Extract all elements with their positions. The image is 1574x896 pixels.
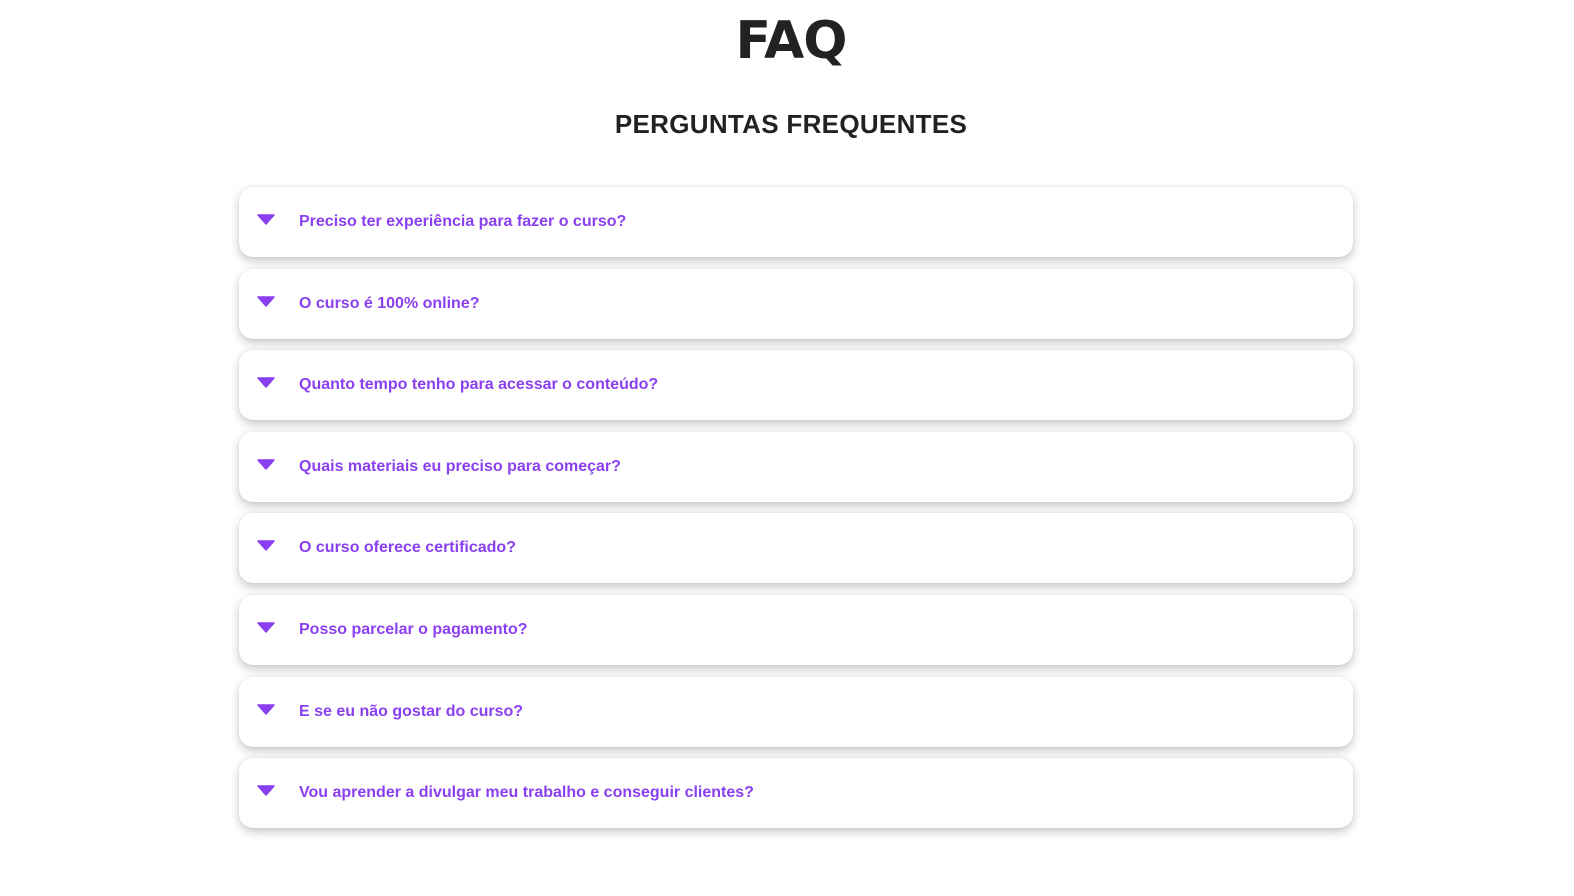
page-subtitle: PERGUNTAS FREQUENTES <box>614 109 968 139</box>
caret-down-icon <box>256 373 276 393</box>
faq-question: Quanto tempo tenho para acessar o conteúdo? <box>299 376 659 394</box>
faq-question: E se eu não gostar do curso? <box>299 702 524 720</box>
caret-down-icon <box>256 210 276 230</box>
faq-item-access-time[interactable] <box>239 350 1353 420</box>
faq-question: O curso é 100% online? <box>299 294 480 312</box>
faq-item-experience[interactable] <box>239 187 1353 257</box>
faq-item-marketing[interactable] <box>239 758 1353 828</box>
faq-item-installments[interactable] <box>239 595 1353 665</box>
faq-item-certificate[interactable] <box>239 513 1353 583</box>
faq-item-materials[interactable] <box>239 432 1353 502</box>
faq-question: Posso parcelar o pagamento? <box>299 620 528 638</box>
caret-down-icon <box>256 781 276 801</box>
faq-item-online[interactable] <box>239 269 1353 339</box>
page-title: FAQ <box>735 11 847 71</box>
caret-down-icon <box>256 455 276 475</box>
faq-question: O curso oferece certificado? <box>299 539 516 557</box>
caret-down-icon <box>256 700 276 720</box>
caret-down-icon <box>256 618 276 638</box>
caret-down-icon <box>256 292 276 312</box>
faq-list <box>239 187 1353 840</box>
faq-item-refund[interactable] <box>239 677 1353 747</box>
caret-down-icon <box>256 536 276 556</box>
faq-question: Quais materiais eu preciso para começar? <box>299 457 621 475</box>
faq-question: Preciso ter experiência para fazer o curso? <box>299 213 627 230</box>
faq-question: Vou aprender a divulgar meu trabalho e conseguir clientes? <box>299 784 754 802</box>
